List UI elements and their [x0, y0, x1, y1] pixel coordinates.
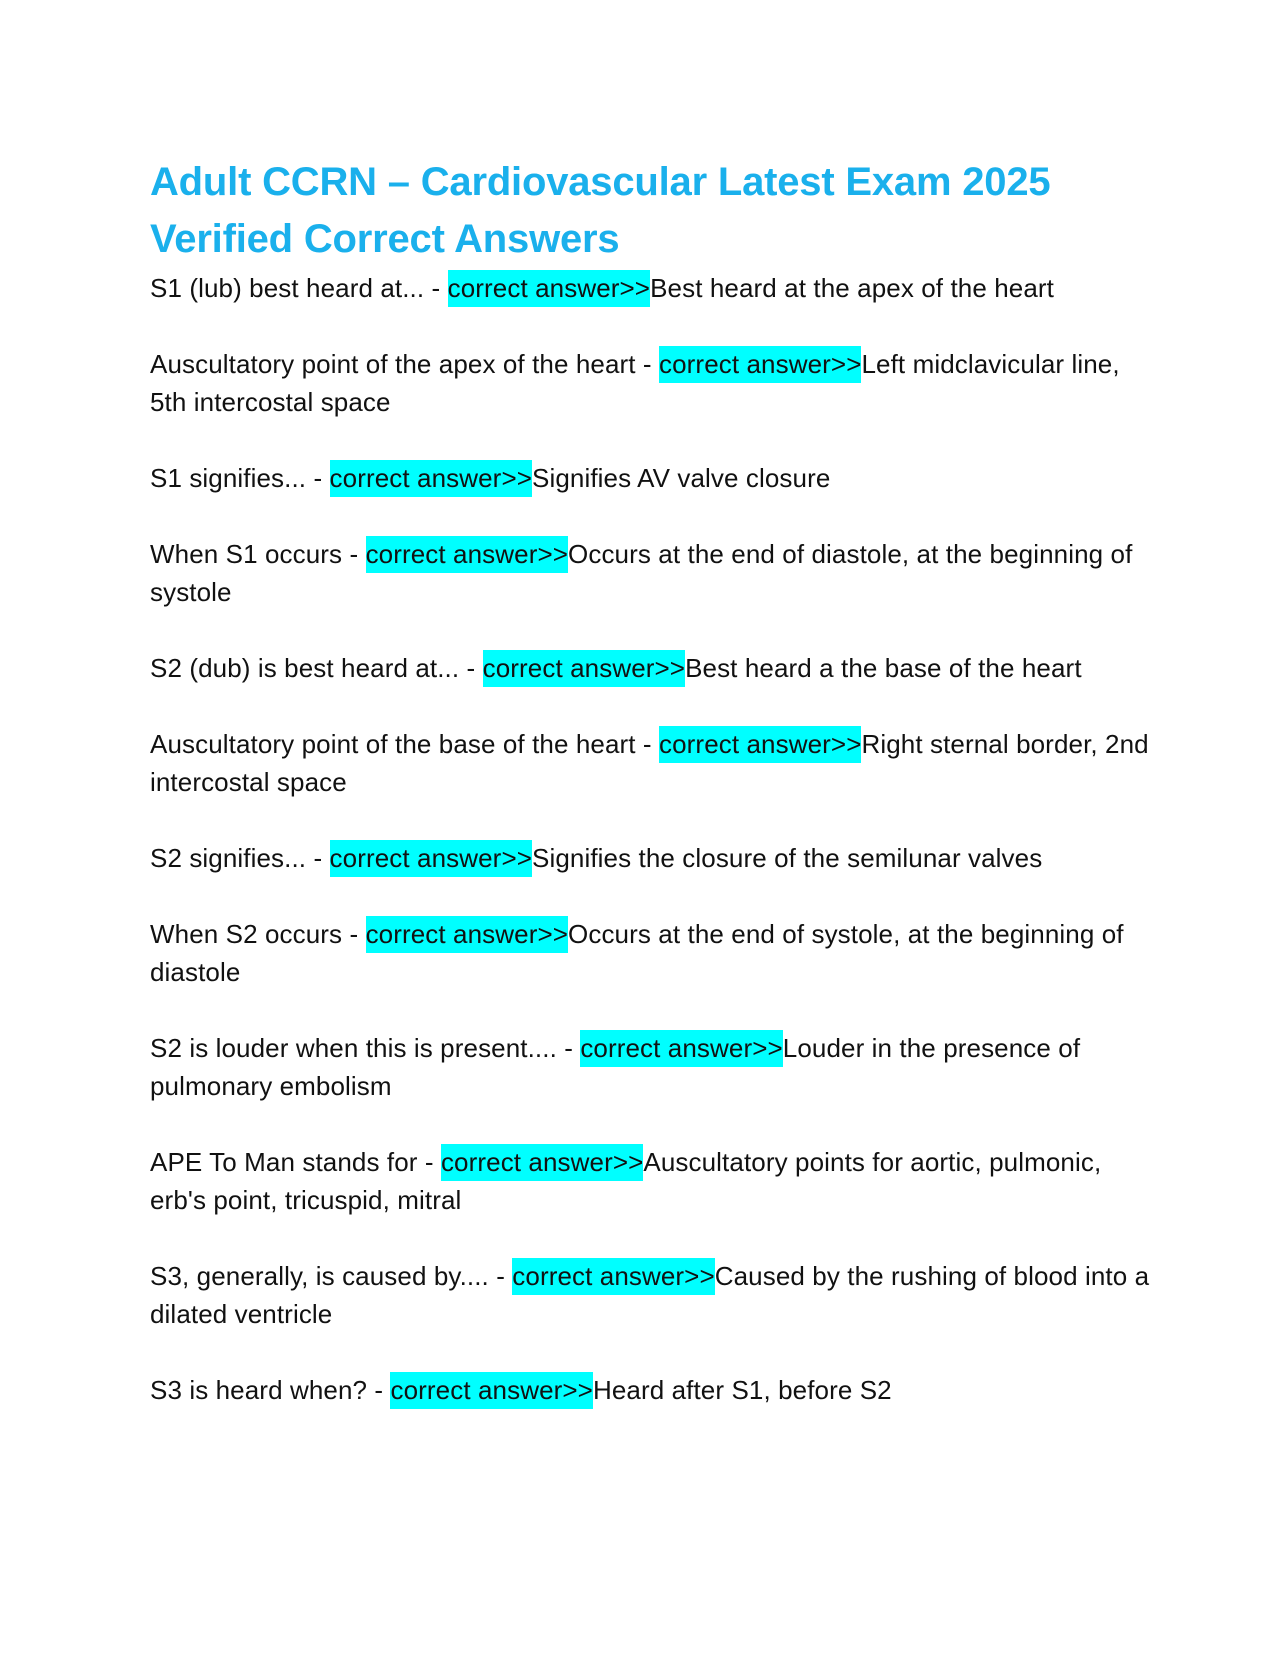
- qa-item: [150, 345, 1150, 421]
- separator: -: [417, 1147, 441, 1177]
- answer-text: Right sternal border, 2nd intercostal space: [150, 729, 1149, 797]
- separator: -: [556, 1033, 581, 1063]
- separator: -: [306, 463, 330, 493]
- answer-text: Heard after S1, before S2: [592, 1375, 892, 1405]
- question-text: S2 is louder when this is present....: [150, 1033, 557, 1063]
- qa-item: [150, 1371, 1150, 1409]
- answer-marker: correct answer>>: [441, 1144, 643, 1181]
- question-text: S2 (dub) is best heard at...: [150, 653, 460, 683]
- question-text: When S1 occurs: [150, 539, 343, 569]
- separator: -: [367, 1375, 391, 1405]
- separator: -: [342, 919, 366, 949]
- question-text: When S2 occurs: [150, 919, 343, 949]
- separator: -: [488, 1261, 513, 1291]
- document-content: [150, 154, 1150, 1447]
- qa-item: [150, 269, 1150, 307]
- answer-text: Caused by the rushing of blood into a dilated ventricle: [150, 1261, 1150, 1329]
- question-text: S3, generally, is caused by....: [150, 1261, 489, 1291]
- qa-item: [150, 725, 1150, 801]
- question-text: S2 signifies...: [150, 843, 307, 873]
- answer-marker: correct answer>>: [659, 346, 861, 383]
- answer-marker: correct answer>>: [390, 1372, 592, 1409]
- qa-item: [150, 915, 1150, 991]
- question-text: S1 signifies...: [150, 463, 307, 493]
- answer-marker: correct answer>>: [448, 270, 650, 307]
- answer-marker: correct answer>>: [512, 1258, 714, 1295]
- qa-item: [150, 1143, 1150, 1219]
- separator: -: [342, 539, 366, 569]
- qa-item: [150, 459, 1150, 497]
- question-text: S3 is heard when?: [150, 1375, 368, 1405]
- title-line-1: Adult CCRN – Cardiovascular Latest Exam 2025: [150, 160, 1051, 204]
- answer-text: Best heard at the apex of the heart: [650, 273, 1054, 303]
- qa-item: [150, 1029, 1150, 1105]
- answer-marker: correct answer>>: [580, 1030, 782, 1067]
- answer-text: Best heard a the base of the heart: [685, 653, 1082, 683]
- qa-item: [150, 649, 1150, 687]
- qa-item: [150, 535, 1150, 611]
- question-text: Auscultatory point of the apex of the heart: [150, 349, 636, 379]
- qa-list: [150, 269, 1150, 1409]
- answer-text: Signifies the closure of the semilunar valves: [532, 843, 1043, 873]
- separator: -: [306, 843, 330, 873]
- answer-marker: correct answer>>: [330, 460, 532, 497]
- separator: -: [459, 653, 483, 683]
- separator: -: [635, 729, 660, 759]
- answer-text: Occurs at the end of systole, at the beginning of diastole: [150, 919, 1124, 987]
- answer-text: Auscultatory points for aortic, pulmonic, erb's point, tricuspid, mitral: [150, 1147, 1102, 1215]
- qa-item: [150, 1257, 1150, 1333]
- answer-text: Left midclavicular line, 5th intercostal space: [150, 349, 1120, 417]
- answer-marker: correct answer>>: [366, 536, 568, 573]
- separator: -: [635, 349, 660, 379]
- qa-item: [150, 839, 1150, 877]
- answer-marker: correct answer>>: [659, 726, 861, 763]
- title-line-2: Verified Correct Answers: [150, 217, 620, 261]
- document-title: [150, 154, 1150, 268]
- question-text: Auscultatory point of the base of the heart: [150, 729, 636, 759]
- question-text: S1 (lub) best heard at...: [150, 273, 425, 303]
- question-text: APE To Man stands for: [150, 1147, 418, 1177]
- answer-marker: correct answer>>: [366, 916, 568, 953]
- answer-text: Louder in the presence of pulmonary embolism: [150, 1033, 1081, 1101]
- answer-text: Occurs at the end of diastole, at the beginning of systole: [150, 539, 1133, 607]
- answer-text: Signifies AV valve closure: [532, 463, 831, 493]
- answer-marker: correct answer>>: [330, 840, 532, 877]
- answer-marker: correct answer>>: [483, 650, 685, 687]
- separator: -: [424, 273, 448, 303]
